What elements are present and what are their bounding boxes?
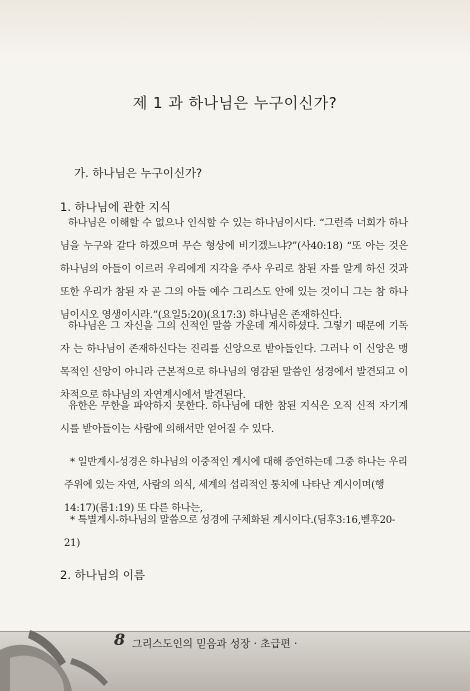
paragraph-1: 하나님은 이해할 수 없으나 인식할 수 있는 하나님이시다. “그런즉 너희가 하나님을 누구와 같다 하겠으며 무슨 형상에 비기겠느냐?”(사40:18) “또 아는 것은 하나님의 아들이 이르러 우리에게 지각을 주사 우리로 참된 자를 알게 하신 것과 또한 우리가 참된 자 곧 그의 아들 예수 그리스도 안에 있는 것이니 그는 참 하나님이시오 영생이시라.”(요일5:20)(요17:3) 하나님은 존재하신다. <box>60 218 408 321</box>
subsection-heading-1: 1. 하나님에 관한 지식 <box>60 200 171 214</box>
subsection-heading-2: 2. 하나님의 이름 <box>60 568 145 582</box>
book-title: 그리스도인의 믿음과 성장 · 초급편 · <box>132 638 298 650</box>
section-heading: 가. 하나님은 누구이신가? <box>74 166 203 180</box>
praying-hands-illustration <box>0 600 120 691</box>
paragraph-3-block <box>60 395 408 441</box>
page-number: 8 <box>114 630 126 649</box>
note-special-revelation: * 특별계시-하나님의 말씀으로 성경에 구체화된 계시이다.(딤후3:16,벧후20-21) <box>64 515 396 549</box>
paragraph-1-block <box>60 212 408 327</box>
top-shadow <box>0 0 470 58</box>
lesson-title: 제 1 과 하나님은 누구이신가? <box>132 94 338 112</box>
paragraph-2: 하나님은 그 자신을 그의 신적인 말씀 가운데 계시하셨다. 그렇기 때문에 기독자 는 하나님이 존재하신다는 진리를 신앙으로 받아들인다. 그러나 이 신앙은 맹목적인 신앙이 아니라 근본적으로 하나님의 영감된 말씀인 성경에서 발견되고 이차적으로 하나님의 자연계시에서 발견된다. <box>60 321 408 401</box>
paragraph-2-block <box>60 315 408 407</box>
note-general-revelation: * 일반계시-성경은 하나님의 이중적인 계시에 대해 증언하는데 그중 하나는 우리 주위에 있는 자연, 사람의 의식, 세계의 섭리적인 통치에 나타난 계시이며(행14:17)(롬1:19) 또 다른 하나는, <box>64 457 408 514</box>
note-special-revelation-block <box>64 509 410 555</box>
paragraph-3: 유한은 무한을 파악하지 못한다. 하나님에 대한 참된 지식은 오직 신적 자기계시를 받아들이는 사람에 의해서만 얻어질 수 있다. <box>60 401 408 435</box>
